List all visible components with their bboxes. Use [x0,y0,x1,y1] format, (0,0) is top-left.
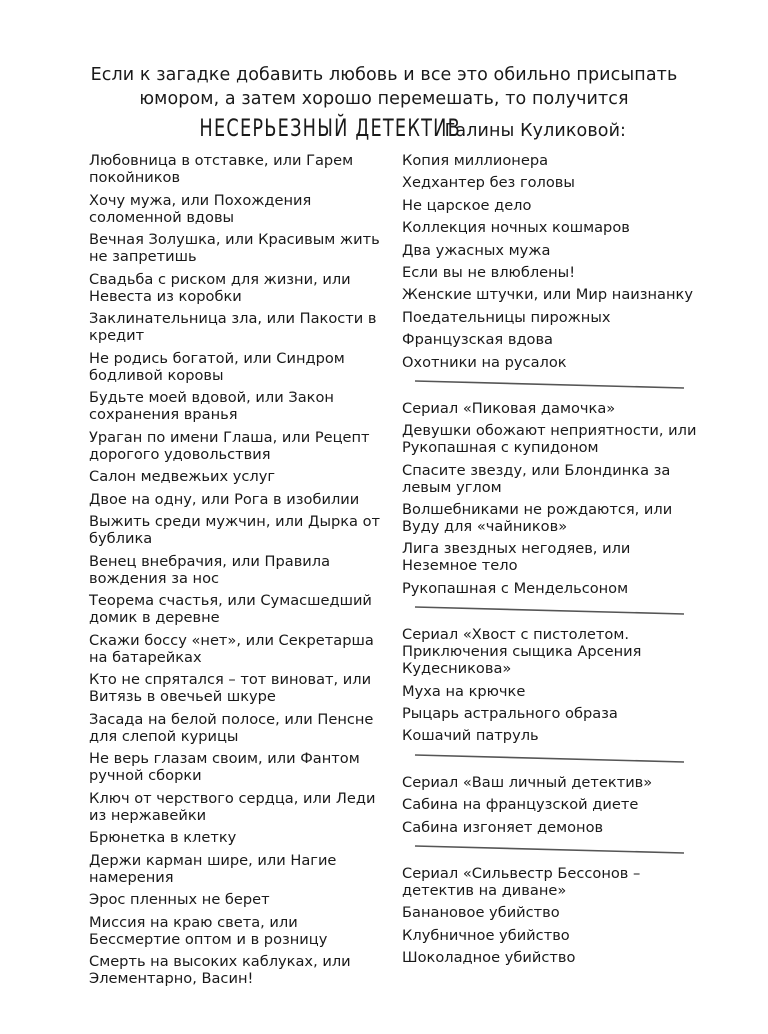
book-title: Женские штучки, или Мир наизнанку [402,286,693,304]
book-title: Шоколадное убийство [402,949,576,967]
intro [0,64,768,143]
book-title: Вечная Золушка, или Красивым жить не запретишь [89,231,380,265]
book-title: Если вы не влюблены! [402,263,576,281]
group-divider [402,376,702,400]
author-name: Галины Куликовой: [444,121,627,141]
group-divider [402,841,702,865]
book-title: Два ужасных мужа [402,241,551,259]
book-title: Девушки обожают неприятности, или Рукопашная с купидоном [402,422,697,457]
book-title: Теорема счастья, или Сумасшедший домик в деревне [89,592,372,626]
book-title: Заклинательница зла, или Пакости в кредит [89,310,377,344]
book-title: Засада на белой полосе, или Пенсне для слепой курицы [89,710,374,745]
book-title: Поедательницы пирожных [402,308,611,326]
book-title: Кошачий патруль [402,727,539,745]
book-title: Сериал «Ваш личный детектив» [402,773,653,791]
book-title: Выжить среди мужчин, или Дырка от бублика [89,513,381,547]
book-title: Рыцарь астрального образа [402,705,618,723]
book-title: Ураган по имени Глаша, или Рецепт дорогого удовольствия [89,428,370,463]
book-title: Рукопашная с Мендельсоном [402,579,629,597]
book-title: Салон медвежьих услуг [89,468,276,485]
intro-line-1: Если к загадке добавить любовь и все это обильно присыпать [90,65,678,85]
book-title: Банановое убийство [402,904,560,922]
book-title: Не верь глазам своим, или Фантом ручной сборки [89,750,360,784]
book-title: Муха на крючке [402,682,526,700]
intro-line-2: юмором, а затем хорошо перемешать, то получится [139,89,629,109]
intro-line-3 [0,113,768,143]
book-title: Французская вдова [402,331,554,349]
book-title: Венец внебрачия, или Правила вождения за нос [89,552,331,587]
book-title: Спасите звезду, или Блондинка за левым углом [402,461,671,496]
book-title: Держи карман шире, или Нагие намерения [89,851,337,886]
book-title: Брюнетка в клетку [89,829,237,846]
book-title: Сабина на французской диете [402,796,639,814]
book-title: Будьте моей вдовой, или Закон сохранения вранья [89,389,334,423]
book-title: Кто не спрятался – тот виноват, или Витязь в овечьей шкуре [89,671,372,705]
book-title: Свадьба с риском для жизни, или Невеста из коробки [89,270,351,305]
book-title: Охотники на русалок [402,353,567,371]
book-title: Не царское дело [402,196,532,214]
group-divider [402,602,702,626]
book-title: Скажи боссу «нет», или Секретарша на батарейках [89,631,374,666]
book-title: Лига звездных негодяев, или Неземное тело [402,540,631,575]
book-title: Сериал «Пиковая дамочка» [402,399,616,417]
book-title: Ключ от черствого сердца, или Леди из нержавейки [89,789,376,824]
book-title: Сабина изгоняет демонов [402,818,604,836]
book-title: Волшебниками не рождаются, или Вуду для «чайников» [402,501,673,536]
book-title: Сериал «Сильвестр Бессонов – детектив на диване» [402,864,641,899]
book-title: Хочу мужа, или Похождения соломенной вдовы [89,191,312,226]
book-title: Смерть на высоких каблуках, или Элементарно, Васин! [89,953,351,987]
book-title: Хедхантер без головы [402,174,575,192]
group-divider [402,750,702,774]
right-book-list [402,152,702,972]
book-title: Клубничное убийство [402,926,570,944]
book-title: Копия миллионера [402,152,549,169]
book-title: Любовница в отставке, или Гарем покойников [89,152,354,186]
series-brand: НЕСЕРЬЕЗНЫЙ ДЕТЕКТИВ [199,114,461,142]
left-book-list [89,152,389,993]
book-title: Двое на одну, или Рога в изобилии [89,490,360,508]
book-title: Не родись богатой, или Синдром бодливой коровы [89,349,345,384]
book-title: Коллекция ночных кошмаров [402,219,630,237]
book-title: Сериал «Хвост с пистолетом. Приключения сыщика Арсения Кудесникова» [402,626,642,678]
book-title: Миссия на краю света, или Бессмертие оптом и в розницу [89,913,328,948]
book-title: Эрос пленных не берет [89,891,270,908]
